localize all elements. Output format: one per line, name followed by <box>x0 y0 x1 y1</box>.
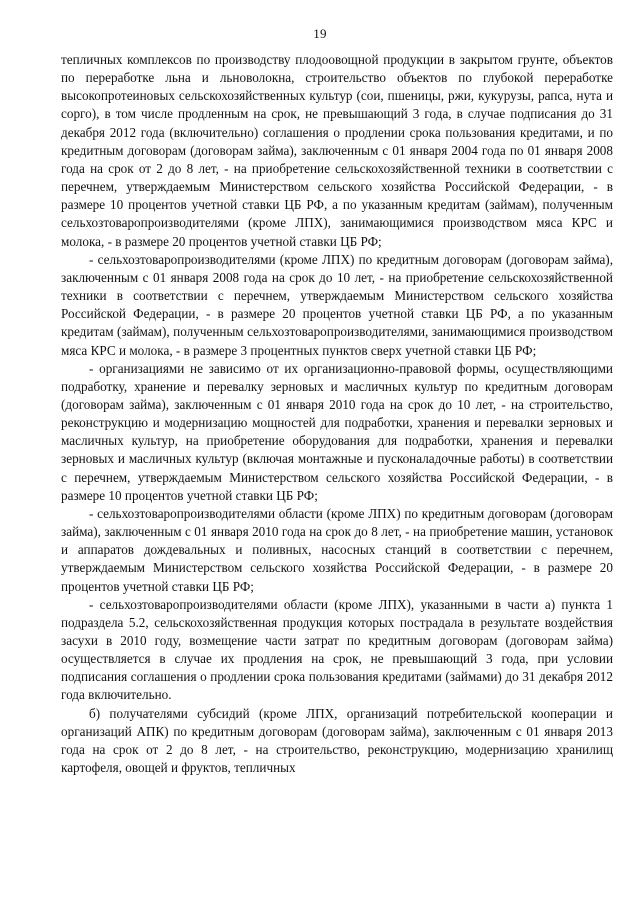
paragraph-2: - сельхозтоваропроизводителями (кроме ЛПХ) по кредитным договорам (договорам займа), заключенным с 01 января 2008 года на срок до 10 лет, - на приобретение сельскохозяйственной техники в соответствии с перечнем, утверждаемым Министерством сельского хозяйства Российской Федерации, - в размере 20 процентов учетной ставки ЦБ РФ, а по указанным кредитам (займам), полученным сельхозтоваропроизводителями, занимающимися производством мяса КРС и молока, - в размере 3 процентных пунктов сверх учетной ставки ЦБ РФ; <box>61 251 613 358</box>
paragraph-1: тепличных комплексов по производству плодоовощной продукции в закрытом грунте, объектов по переработке льна и льноволокна, строительство объектов по глубокой переработке высокопротеиновых сельскохозяйственных культур (сои, пшеницы, ржи, кукурузы, рапса, нута и сорго), в том числе продленным на срок, не превышающий 3 года, в случае подписания до 31 декабря 2012 года (включительно) соглашения о продлении срока пользования кредитами, и по кредитным договорам (договорам займа), заключенным с 01 января 2004 года по 01 января 2008 года на срок от 2 до 8 лет, - на приобретение сельскохозяйственной техники в соответствии с перечнем, утверждаемым Министерством сельского хозяйства Российской Федерации, - в размере 10 процентов учетной ставки ЦБ РФ, а по указанным кредитам (займам), полученным сельхозтоваропроизводителями (кроме ЛПХ), занимающимися производством мяса КРС и молока, - в размере 20 процентов учетной ставки ЦБ РФ; <box>61 52 613 249</box>
paragraph-6: б) получателями субсидий (кроме ЛПХ, организаций потребительской кооперации и организаций АПК) по кредитным договорам (договорам займа), заключенным с 01 января 2013 года на срок от 2 до 8 лет, - на строительство, реконструкцию, модернизацию хранилищ картофеля, овощей и фруктов, тепличных <box>61 705 613 776</box>
paragraph-4: - сельхозтоваропроизводителями области (кроме ЛПХ) по кредитным договорам (договорам займа), заключенным с 01 января 2010 года на срок до 8 лет, - на приобретение машин, установок и аппаратов дождевальных и поливных, насосных станций в соответствии с перечнем, утверждаемым Министерством сельского хозяйства Российской Федерации, - в размере 20 процентов учетной ставки ЦБ РФ; <box>61 505 613 594</box>
page-number: 19 <box>313 26 327 41</box>
paragraph-5: - сельхозтоваропроизводителями области (кроме ЛПХ), указанными в части а) пункта 1 подраздела 5.2, сельскохозяйственная продукция которых пострадала в результате воздействия засухи в 2010 году, возмещение части затрат по кредитным договорам (договорам займа) осуществляется в случае их продления на срок, не превышающий 3 года, при условии подписания соглашения о продлении срока пользования кредитами (займами) до 31 декабря 2012 года включительно. <box>61 596 613 703</box>
body-text <box>61 51 613 777</box>
paragraph-3: - организациями не зависимо от их организационно-правовой формы, осуществляющими подработку, хранение и перевалку зерновых и масличных культур по кредитным договорам (договорам займа), заключенным с 01 января 2010 года на срок до 10 лет, - на строительство, реконструкцию и модернизацию мощностей для подработки, хранения и перевалки зерновых и масличных культур, на приобретение оборудования для подработки, хранения и перевалки зерновых и масличных культур (включая монтажные и пусконаладочные работы) в соответствии с перечнем, утверждаемым Министерством сельского хозяйства Российской Федерации, - в размере 10 процентов учетной ставки ЦБ РФ; <box>61 360 613 503</box>
